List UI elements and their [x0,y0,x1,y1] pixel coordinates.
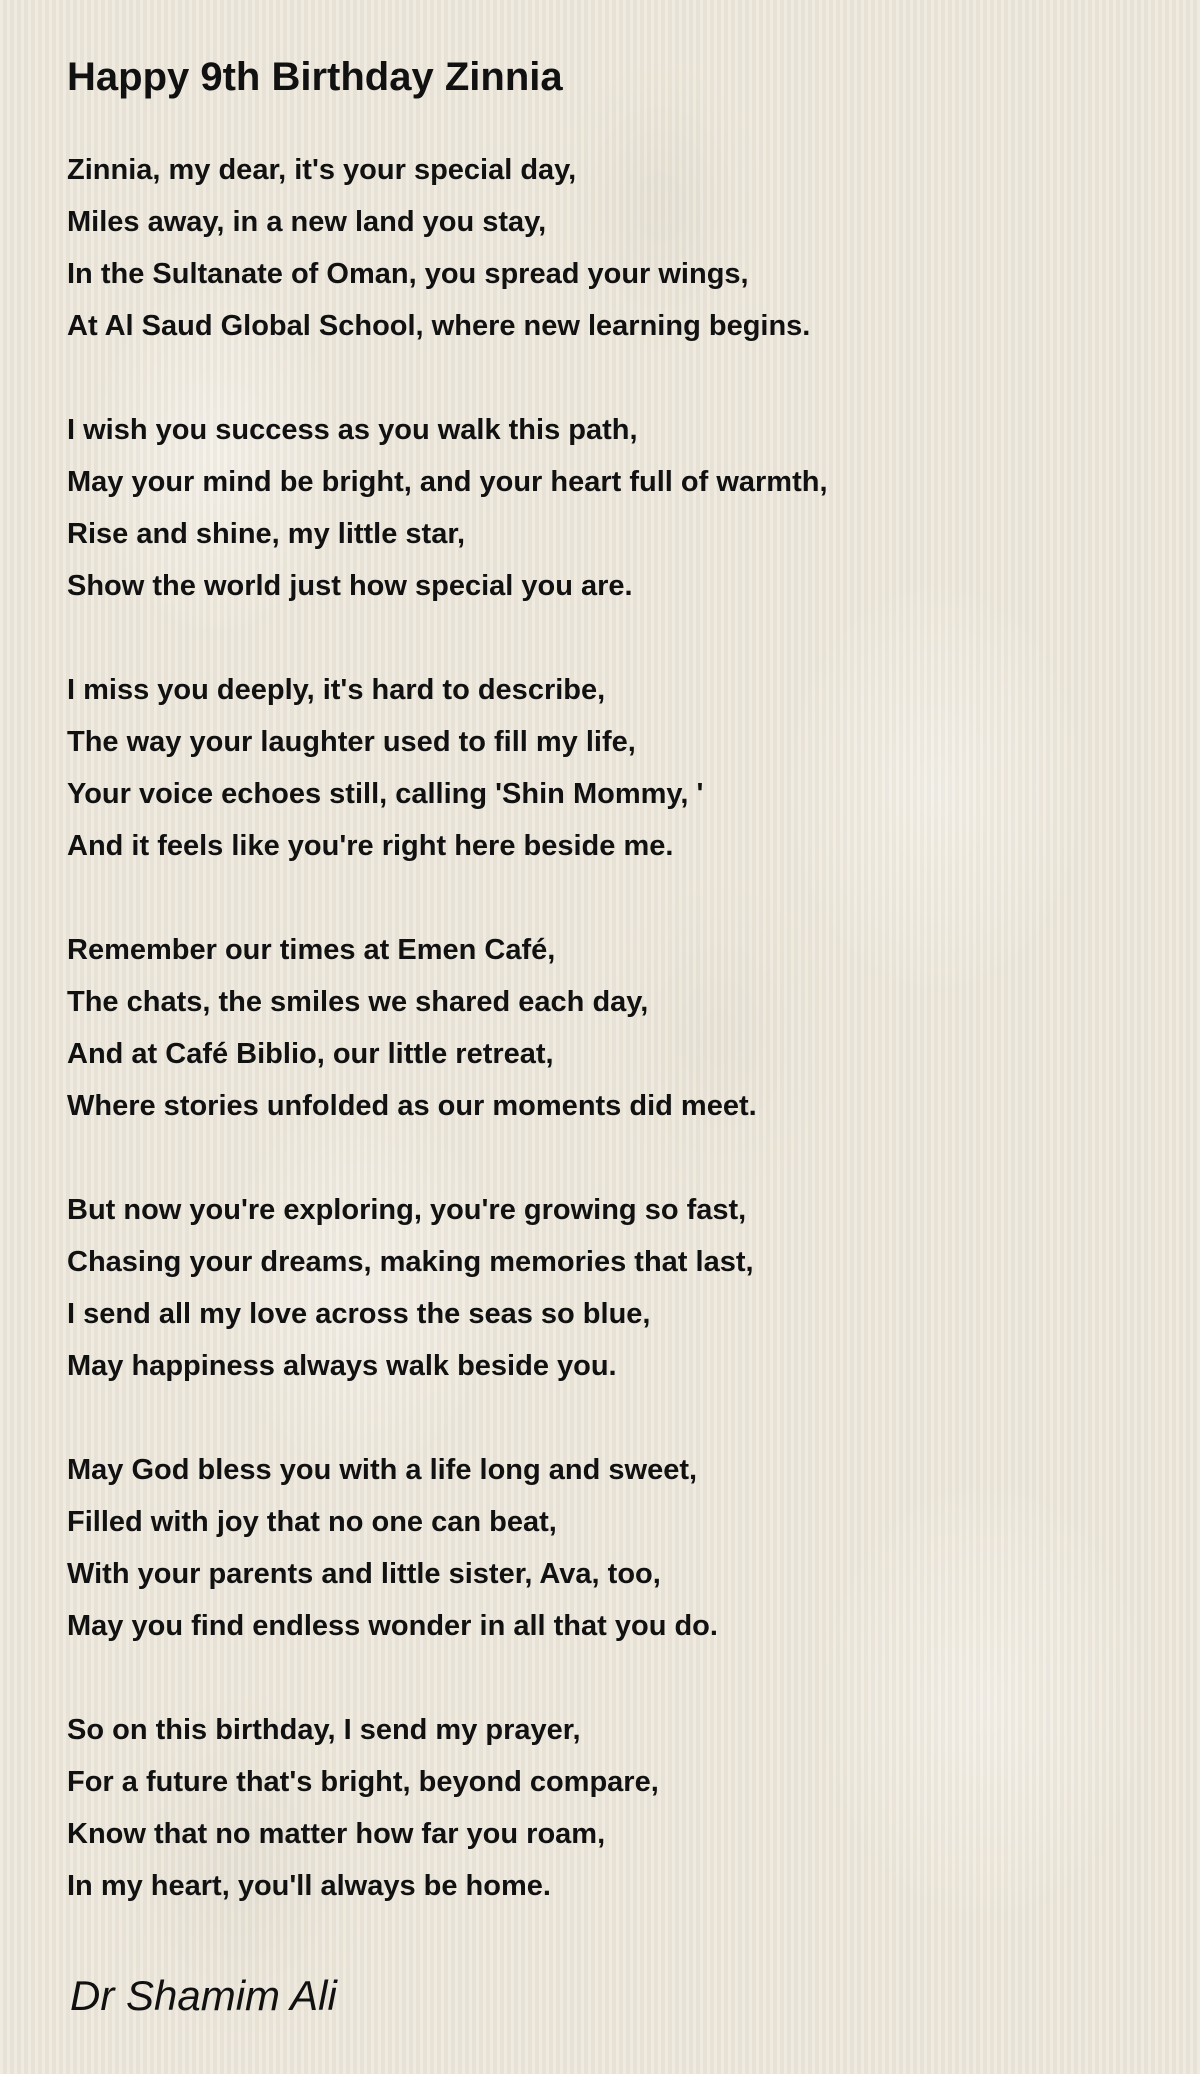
poem-line: With your parents and little sister, Ava, too, [67,1558,661,1590]
stanza-1 [67,144,1147,352]
poem-line: The way your laughter used to fill my life, [67,726,636,758]
poem-line: I wish you success as you walk this path, [67,414,638,446]
poem-line: For a future that's bright, beyond compare, [67,1766,659,1798]
poem-line: In my heart, you'll always be home. [67,1870,551,1902]
stanza-4 [67,924,1147,1132]
poem-line: And at Café Biblio, our little retreat, [67,1038,554,1070]
poem-line: I miss you deeply, it's hard to describe, [67,674,606,706]
stanza-5 [67,1184,1147,1392]
poem-line: In the Sultanate of Oman, you spread your wings, [67,258,749,290]
poem-line: At Al Saud Global School, where new learning begins. [67,310,811,342]
poem-author: Dr Shamim Ali [70,1972,337,2019]
poem-line: And it feels like you're right here beside me. [67,830,674,862]
poem-line: May you find endless wonder in all that you do. [67,1610,718,1642]
poem-line: Chasing your dreams, making memories that last, [67,1246,754,1278]
poem-line: Filled with joy that no one can beat, [67,1506,557,1538]
poem-line: Rise and shine, my little star, [67,518,466,550]
poem-body [67,144,1147,1912]
poem-line: Show the world just how special you are. [67,570,633,602]
stanza-2 [67,404,1147,612]
poem-line: So on this birthday, I send my prayer, [67,1714,581,1746]
stanza-3 [67,664,1147,872]
poem-page [67,0,1147,1964]
poem-line: Zinnia, my dear, it's your special day, [67,154,577,186]
poem-line: Your voice echoes still, calling 'Shin Mommy, ' [67,778,704,810]
poem-line: May happiness always walk beside you. [67,1350,617,1382]
poem-line: The chats, the smiles we shared each day, [67,986,649,1018]
poem-line: May your mind be bright, and your heart full of warmth, [67,466,828,498]
poem-title: Happy 9th Birthday Zinnia [67,55,563,99]
poem-line: But now you're exploring, you're growing so fast, [67,1194,747,1226]
poem-line: Where stories unfolded as our moments did meet. [67,1090,757,1122]
poem-line: I send all my love across the seas so blue, [67,1298,651,1330]
stanza-7 [67,1704,1147,1912]
poem-line: Miles away, in a new land you stay, [67,206,547,238]
poem-line: Remember our times at Emen Café, [67,934,556,966]
stanza-6 [67,1444,1147,1652]
poem-line: May God bless you with a life long and sweet, [67,1454,698,1486]
poem-line: Know that no matter how far you roam, [67,1818,606,1850]
